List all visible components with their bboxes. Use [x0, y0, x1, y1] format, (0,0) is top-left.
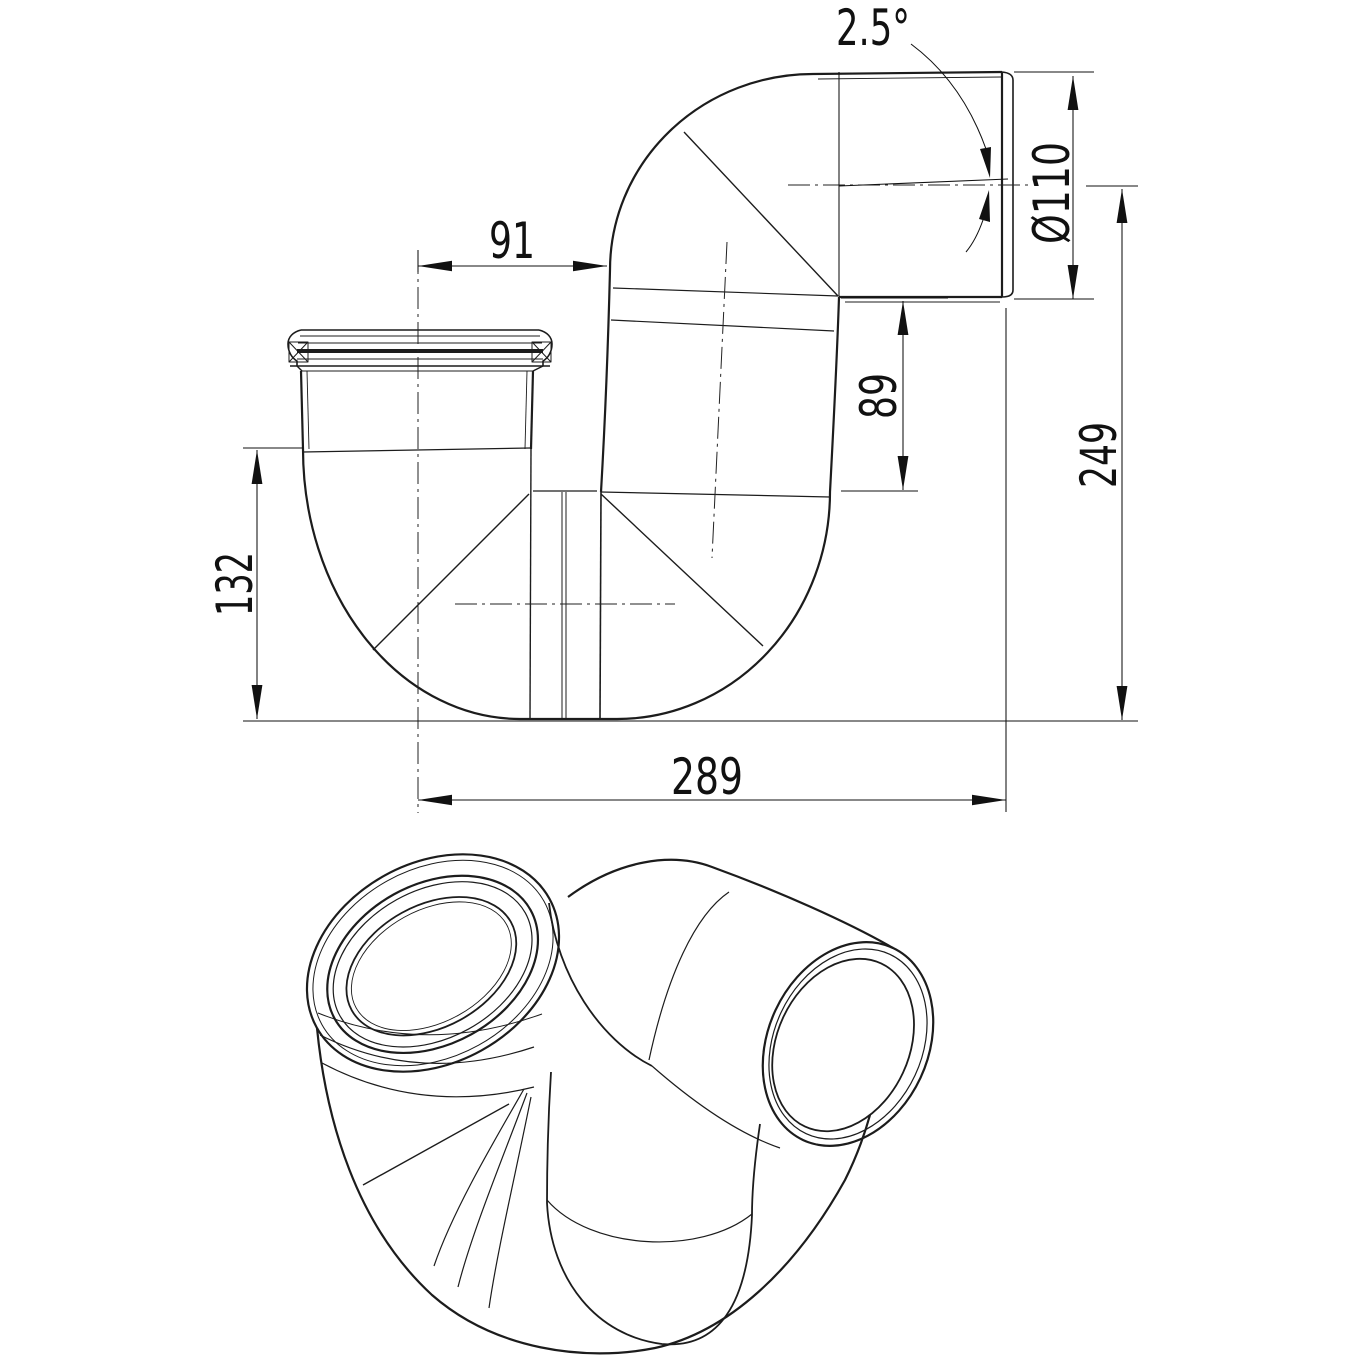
iso-front-pipe-left-edge — [547, 1072, 551, 1203]
band-2 — [322, 1063, 534, 1097]
socket-rim — [288, 330, 552, 371]
arrowhead-down-icon — [898, 456, 909, 490]
iso-socket-right-edge — [549, 903, 652, 1066]
body-left-edge — [601, 270, 610, 492]
dim-width-offset — [418, 212, 607, 271]
dim-overall-height — [1070, 189, 1128, 720]
dim-diameter-label: Ø110 — [1023, 109, 1081, 244]
iso-elbow-crease — [649, 892, 729, 1060]
dim-inlet-height — [206, 448, 303, 719]
outlet-wall-top — [818, 77, 1001, 79]
orthographic-view — [206, 0, 1138, 813]
socket-mouth-rings — [268, 811, 598, 1115]
seam-socket-bottom — [303, 448, 530, 452]
bottom-bend-left-arc — [303, 449, 520, 719]
isometric-view — [268, 811, 965, 1353]
outlet-bore-ring — [745, 936, 941, 1155]
socket-bore-inner — [329, 876, 534, 1057]
iso-socket-bands — [318, 1013, 542, 1097]
arrowhead-left-icon — [418, 261, 452, 271]
rim-neck-left — [297, 366, 302, 371]
dim-angle-label: 2.5° — [836, 0, 910, 57]
fan-seam-3 — [489, 1097, 531, 1308]
arrowhead-down-icon — [252, 685, 263, 719]
iso-throat-seams — [363, 1089, 531, 1308]
miter-bottom-right — [601, 494, 763, 646]
dim-angle — [836, 0, 991, 252]
arrowhead-down-icon — [1117, 686, 1128, 720]
body-left-inner-line — [600, 492, 601, 719]
arrowhead-up-icon — [252, 450, 263, 484]
miter-bottom-left — [373, 494, 529, 650]
dim-inlet-height-label: 132 — [206, 520, 264, 616]
arrowhead-down-icon — [980, 147, 991, 178]
iso-front-pipe-seam — [547, 1200, 752, 1242]
body-right-edge — [830, 297, 839, 492]
arrowhead-up-icon — [1068, 76, 1079, 110]
outlet-mouth-rings — [731, 914, 966, 1174]
outlet-top-edge — [813, 72, 1002, 74]
dim-overall-height-label: 249 — [1070, 392, 1128, 488]
socket-left-edge — [301, 371, 303, 449]
miter-top — [684, 132, 838, 296]
dim-overall-length — [243, 308, 1138, 812]
iso-left-miter-line — [363, 1104, 509, 1185]
angle-leader-arc — [911, 44, 986, 149]
socket-right-inner-line — [530, 449, 531, 719]
seam-upper-1 — [613, 288, 838, 296]
iso-elbow-top-outline — [568, 860, 893, 948]
dim-width-offset-label: 91 — [489, 212, 535, 270]
arrowhead-up-icon — [979, 190, 990, 222]
arrowhead-left-icon — [418, 795, 452, 805]
dim-outlet-drop-label: 89 — [850, 355, 908, 419]
fan-seam-1 — [434, 1089, 524, 1266]
dim-diameter — [1014, 72, 1094, 299]
iso-throat-outlet-crease — [652, 1066, 780, 1148]
dim-overall-length-label: 289 — [671, 748, 743, 806]
socket-wall-inner-right — [525, 371, 527, 449]
socket-wall-inner-left — [307, 371, 309, 449]
arrowhead-up-icon — [1117, 189, 1128, 223]
angle-arc-tail — [966, 220, 983, 252]
body-axis-centerline — [712, 242, 727, 558]
arrowhead-right-icon — [573, 261, 607, 271]
arrowhead-down-icon — [1068, 265, 1079, 299]
socket-right-edge — [531, 371, 533, 449]
fan-seam-2 — [458, 1093, 527, 1287]
bottom-bend-right-arc — [617, 492, 830, 719]
socket-ring-outer — [268, 811, 598, 1115]
arrowhead-right-icon — [972, 795, 1006, 805]
dim-outlet-drop — [841, 298, 948, 491]
outlet-ring-outer — [731, 914, 966, 1174]
iso-left-bottom-outline — [317, 1028, 870, 1353]
top-bend-outer-arc — [610, 74, 813, 270]
rim-neck-right — [533, 366, 543, 371]
arrowhead-up-icon — [898, 301, 909, 335]
